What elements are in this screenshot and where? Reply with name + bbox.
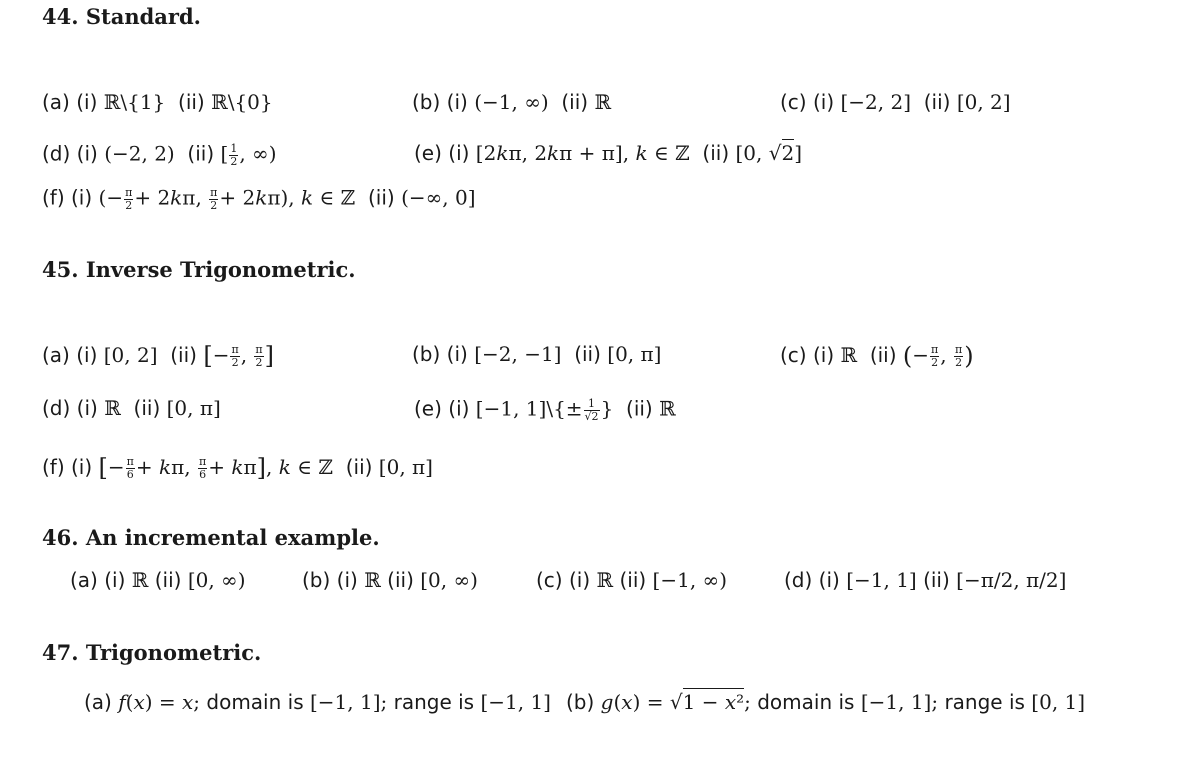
answer-44a: (a) (i) ℝ\{1} (ii) ℝ\{0} (42, 90, 273, 114)
answer-44c: (c) (i) [−2, 2] (ii) [0, 2] (780, 90, 1011, 114)
answer-46b: (b) (i) ℝ (ii) [0, ∞) (302, 568, 478, 592)
section-title-44: 44. Standard. (42, 4, 201, 29)
section-title-46: 46. An incremental example. (42, 525, 380, 550)
answer-44e: (e) (i) [2kπ, 2kπ + π], k ∈ ℤ (ii) [0, √2] (414, 141, 803, 165)
answer-45b: (b) (i) [−2, −1] (ii) [0, π] (412, 342, 662, 366)
answer-46d: (d) (i) [−1, 1] (ii) [−π/2, π/2] (784, 568, 1067, 592)
answer-45a: (a) (i) [0, 2] (ii) [− $\frac{\pi}{2}$ , $\frac{\pi}{2}$ ] (42, 342, 275, 370)
answer-44f: (f) (i) (− $\frac{\pi}{2}$ + 2kπ, $\frac{\pi}{2}$ + 2kπ), k ∈ ℤ (ii) (−∞, 0] (42, 185, 476, 212)
answer-45c: (c) (i) ℝ (ii) (− $\frac{\pi}{2}$ , $\frac{\pi}{2}$ ) (780, 342, 974, 370)
answer-45d: (d) (i) ℝ (ii) [0, π] (42, 396, 221, 420)
answer-47b: (b) g(x) = √1 − x²; domain is [−1, 1]; range is [0, 1] (566, 690, 1086, 714)
answer-44d: (d) (i) (−2, 2) (ii) [ $\frac{1}{2}$ , ∞) (42, 141, 277, 168)
answer-46c: (c) (i) ℝ (ii) [−1, ∞) (536, 568, 728, 592)
answer-45e: (e) (i) [−1, 1]\{± $\frac{1}{√2}$ } (ii) ℝ (414, 396, 676, 423)
answer-46a: (a) (i) ℝ (ii) [0, ∞) (70, 568, 246, 592)
answer-45f: (f) (i) [− $\frac{\pi}{6}$ + kπ, $\frac{\pi}{6}$ + kπ], k ∈ ℤ (ii) [0, π] (42, 454, 433, 482)
section-title-47: 47. Trigonometric. (42, 640, 262, 665)
answer-44b: (b) (i) (−1, ∞) (ii) ℝ (412, 90, 612, 114)
answer-47a: (a) f(x) = x; domain is [−1, 1]; range is [−1, 1] (84, 690, 551, 714)
section-title-45: 45. Inverse Trigonometric. (42, 257, 356, 282)
